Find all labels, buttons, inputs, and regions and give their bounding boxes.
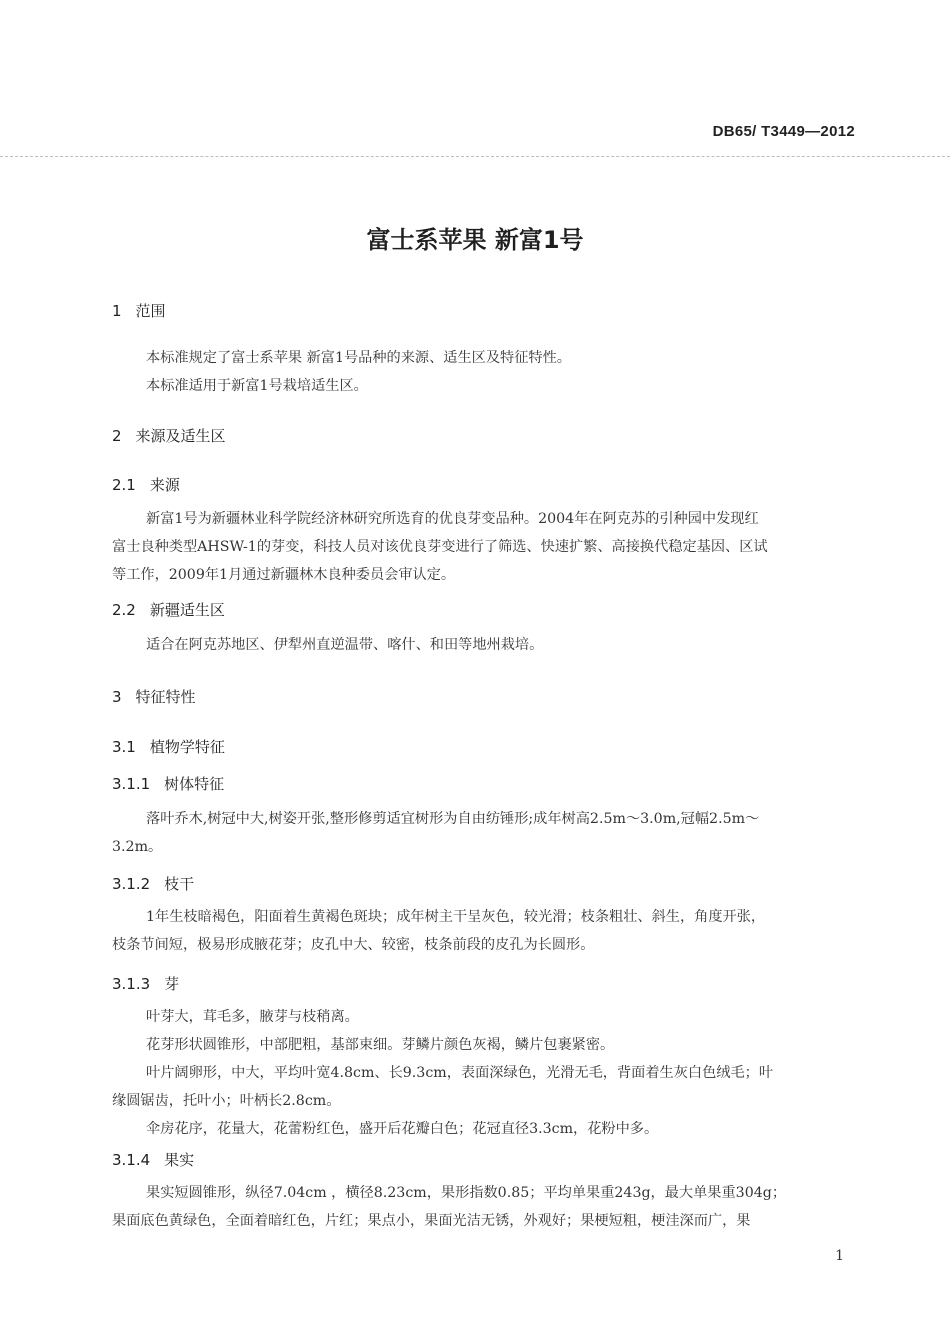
text-line: 本标准适用于新富1号栽培适生区。 xyxy=(146,378,368,394)
heading-2 xyxy=(112,425,226,446)
heading-label: 芽 xyxy=(164,975,180,993)
heading-label: 来源 xyxy=(149,476,180,494)
paragraph-region xyxy=(112,631,857,659)
heading-label: 特征特性 xyxy=(135,688,196,706)
heading-3-1 xyxy=(112,736,225,757)
heading-3-1-1 xyxy=(112,773,224,794)
text-line: 伞房花序，花量大，花蕾粉红色，盛开后花瓣白色；花冠直径3.3cm，花粉中多。 xyxy=(146,1121,659,1137)
heading-number: 3.1.3 xyxy=(112,975,151,993)
heading-3-1-3 xyxy=(112,973,179,994)
text-line: 本标准规定了富士系苹果 新富1号品种的来源、适生区及特征特性。 xyxy=(146,350,571,366)
text-line: 叶芽大，茸毛多，腋芽与枝稍离。 xyxy=(146,1009,359,1025)
text-line: 缘圆锯齿，托叶小；叶柄长2.8cm。 xyxy=(112,1093,341,1109)
header-divider xyxy=(0,156,950,157)
heading-number: 3.1.1 xyxy=(112,775,151,793)
paragraph-fruit xyxy=(112,1179,857,1235)
heading-number: 2.2 xyxy=(112,601,136,619)
heading-label: 植物学特征 xyxy=(149,738,225,756)
paragraph-bud xyxy=(112,1003,857,1143)
paragraph-scope xyxy=(112,344,857,400)
heading-number: 3.1.2 xyxy=(112,875,151,893)
text-line: 花芽形状圆锥形，中部肥粗，基部束细。芽鳞片颜色灰褐，鳞片包裹紧密。 xyxy=(146,1037,615,1053)
heading-number: 2.1 xyxy=(112,476,136,494)
heading-3 xyxy=(112,686,196,707)
text-line: 叶片阔卵形，中大，平均叶宽4.8cm、长9.3cm，表面深绿色，光滑无毛，背面着生灰白色绒毛；叶 xyxy=(146,1065,774,1081)
heading-label: 树体特征 xyxy=(164,775,225,793)
text-line: 果面底色黄绿色，全面着暗红色，片红；果点小，果面光洁无锈，外观好；果梗短粗，梗洼深而广，果 xyxy=(112,1213,751,1229)
heading-3-1-4 xyxy=(112,1149,194,1170)
paragraph-source xyxy=(112,505,857,589)
text-line: 适合在阿克苏地区、伊犁州直逆温带、喀什、和田等地州栽培。 xyxy=(146,637,544,653)
heading-number: 3 xyxy=(112,688,122,706)
heading-label: 果实 xyxy=(164,1151,195,1169)
heading-2-2 xyxy=(112,599,225,620)
text-line: 富士良种类型AHSW-1的芽变，科技人员对该优良芽变进行了筛选、快速扩繁、高接换代稳定基因、区试 xyxy=(112,539,768,555)
heading-label: 范围 xyxy=(135,302,166,320)
paragraph-tree xyxy=(112,805,857,861)
text-line: 1年生枝暗褐色，阳面着生黄褐色斑块；成年树主干呈灰色，较光滑；枝条粗壮、斜生，角度开张， xyxy=(146,909,766,925)
heading-3-1-2 xyxy=(112,873,194,894)
heading-label: 枝干 xyxy=(164,875,195,893)
page-title: 富士系苹果 新富1号 xyxy=(366,226,584,254)
text-line: 枝条节间短，极易形成腋花芽；皮孔中大、较密，枝条前段的皮孔为长圆形。 xyxy=(112,937,595,953)
heading-number: 3.1 xyxy=(112,738,136,756)
heading-number: 1 xyxy=(112,302,122,320)
standard-code: DB65/ T3449—2012 xyxy=(712,123,855,140)
paragraph-branch xyxy=(112,903,857,959)
text-line: 落叶乔木,树冠中大,树姿开张,整形修剪适宜树形为自由纺锤形;成年树高2.5m～3.0m,冠幅2.5m～ xyxy=(146,811,760,827)
heading-1 xyxy=(112,300,166,321)
page-number: 1 xyxy=(835,1248,844,1264)
text-line: 等工作，2009年1月通过新疆林木良种委员会审认定。 xyxy=(112,567,456,583)
heading-label: 新疆适生区 xyxy=(149,601,225,619)
heading-2-1 xyxy=(112,474,180,495)
text-line: 3.2m。 xyxy=(112,839,163,855)
heading-number: 2 xyxy=(112,427,122,445)
text-line: 新富1号为新疆林业科学院经济林研究所选育的优良芽变品种。2004年在阿克苏的引种园中发现红 xyxy=(146,511,759,527)
heading-label: 来源及适生区 xyxy=(135,427,226,445)
heading-number: 3.1.4 xyxy=(112,1151,151,1169)
text-line: 果实短圆锥形，纵径7.04cm ，横径8.23cm，果形指数0.85；平均单果重243g，最大单果重304g； xyxy=(146,1185,787,1201)
